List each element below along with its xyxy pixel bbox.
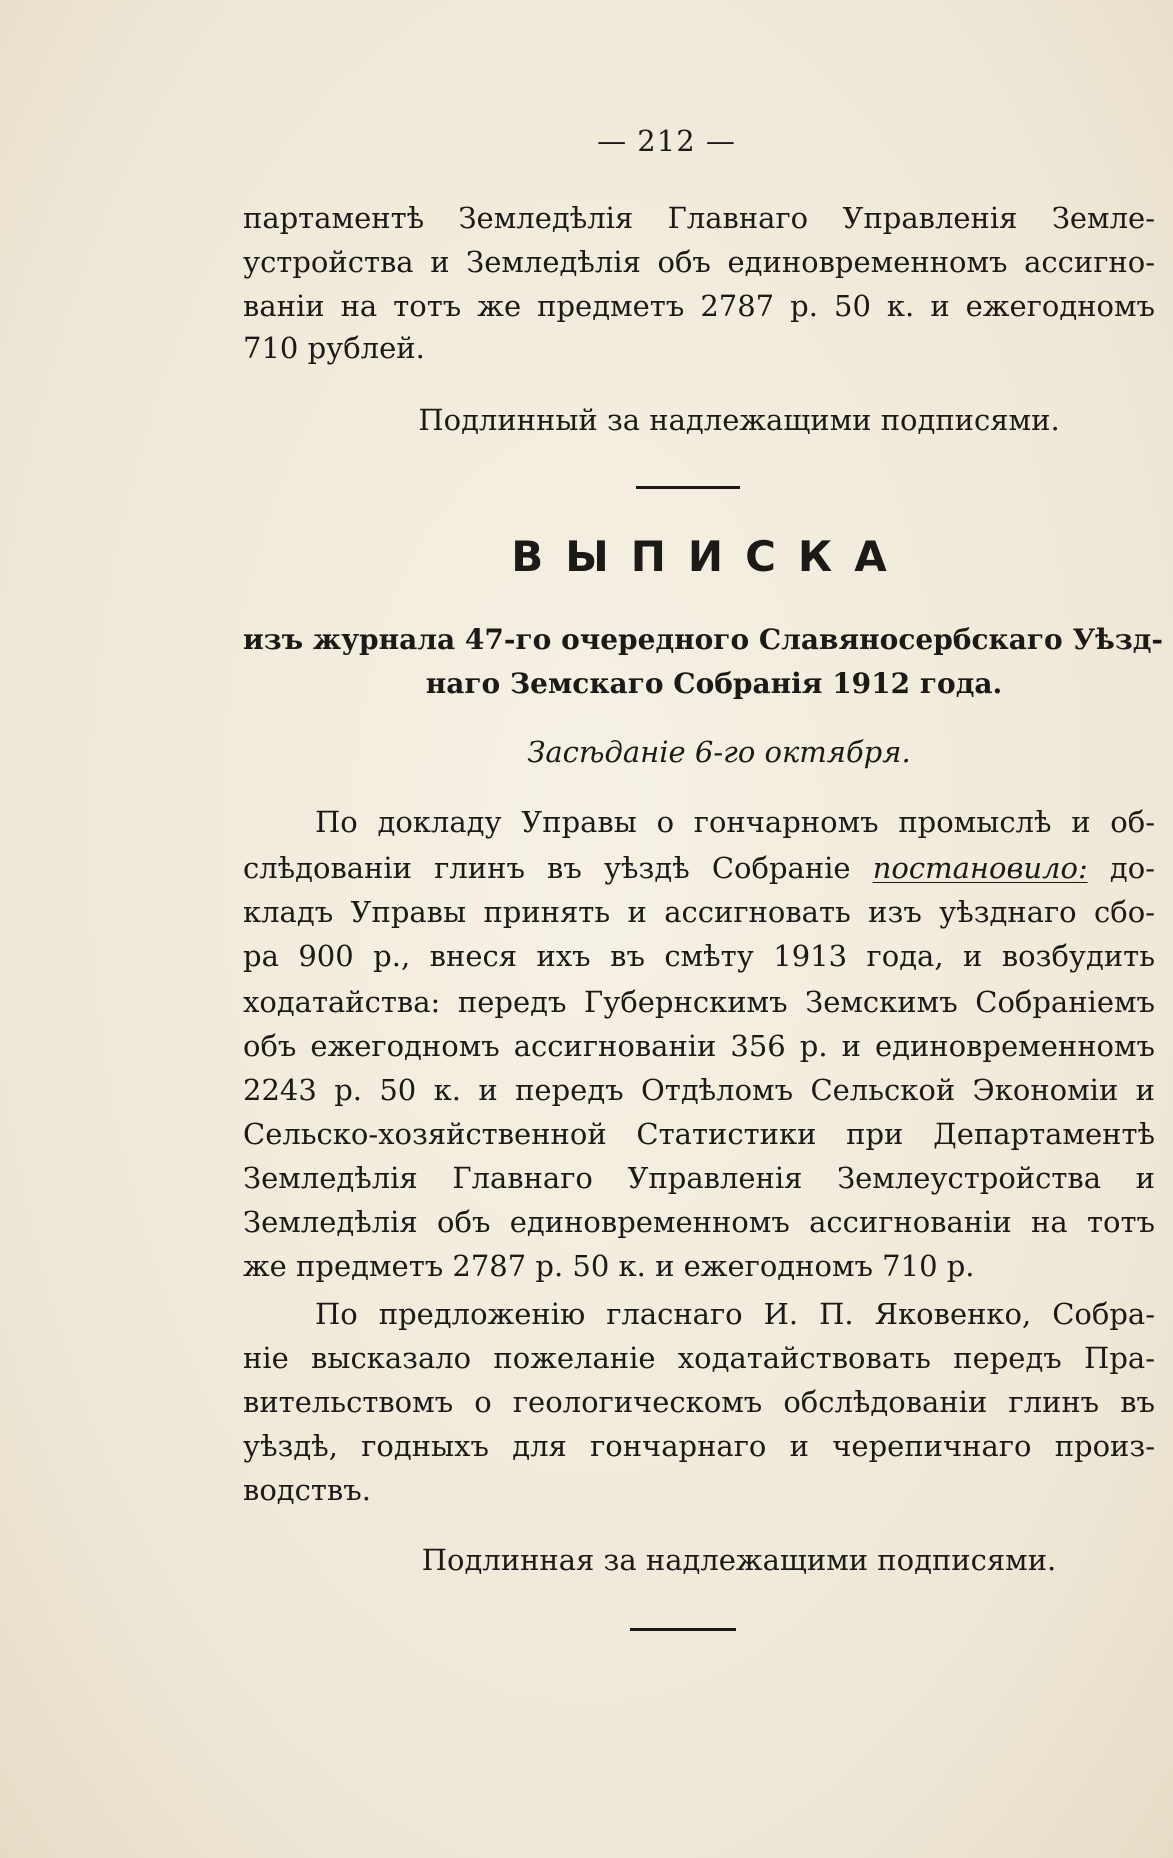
divider-rule-2: [630, 1628, 736, 1631]
paragraph-1-line: ходатайства: передъ Губернскимъ Земскимъ Собраніемъ: [243, 985, 1155, 1019]
paragraph-1-line: же предметъ 2787 р. 50 к. и ежегодномъ 710 р.: [243, 1249, 975, 1283]
paragraph-1-line: ра 900 р., внеся ихъ въ смѣту 1913 года, и возбудить: [243, 939, 1155, 973]
signature-note-1: Подлинный за надлежащими подписями.: [418, 403, 1060, 437]
paragraph-2-line: вительствомъ о геологическомъ обслѣдованіи глинъ въ: [243, 1385, 1155, 1419]
paragraph-2-line: ніе высказало пожеланіе ходатайствовать передъ Пра-: [243, 1341, 1155, 1375]
opening-line: устройства и Земледѣлія объ единовременномъ ассигно-: [243, 245, 1155, 279]
paragraph-1-line: По докладу Управы о гончарномъ промыслѣ и об-: [315, 805, 1155, 839]
subtitle-line: наго Земскаго Собранія 1912 года.: [425, 667, 1003, 700]
paragraph-1-line: объ ежегодномъ ассигнованіи 356 р. и единовременномъ: [243, 1029, 1155, 1063]
page-number: — 212 —: [597, 124, 736, 158]
opening-line: партаментѣ Земледѣлія Главнаго Управленія Земле-: [243, 201, 1155, 235]
opening-line: ваніи на тотъ же предметъ 2787 р. 50 к. и ежегодномъ: [243, 289, 1155, 323]
paragraph-1-text: до-: [1087, 851, 1155, 885]
paragraph-1-line: [243, 846, 1155, 890]
paragraph-1-line: кладъ Управы принять и ассигновать изъ уѣзднаго сбо-: [243, 895, 1155, 929]
paragraph-2-line: уѣздѣ, годныхъ для гончарнаго и черепичнаго произ-: [243, 1429, 1155, 1463]
resolution-emphasis: постановило:: [872, 851, 1088, 885]
paragraph-1-line: 2243 р. 50 к. и передъ Отдѣломъ Сельской Экономіи и: [243, 1073, 1155, 1107]
paragraph-2-line: водствъ.: [243, 1473, 371, 1507]
opening-line: 710 рублей.: [243, 331, 425, 365]
session-date: Засѣданіе 6-го октября.: [527, 735, 911, 769]
paragraph-1-line: Сельско-хозяйственной Статистики при Департаментѣ: [243, 1117, 1155, 1151]
paragraph-1-text: слѣдованіи глинъ въ уѣздѣ Собраніе: [243, 851, 873, 885]
paragraph-1-line: Земледѣлія объ единовременномъ ассигнованіи на тотъ: [243, 1205, 1155, 1239]
paragraph-1-line: Земледѣлія Главнаго Управленія Землеустройства и: [243, 1161, 1155, 1195]
extract-title: ВЫПИСКА: [511, 532, 909, 581]
divider-rule-1: [636, 486, 740, 489]
paragraph-2-line: По предложенію гласнаго И. П. Яковенко, Собра-: [315, 1297, 1155, 1331]
signature-note-2: Подлинная за надлежащими подписями.: [421, 1543, 1057, 1577]
subtitle-line: изъ журнала 47-го очередного Славяносербскаго Уѣзд-: [243, 623, 1164, 656]
